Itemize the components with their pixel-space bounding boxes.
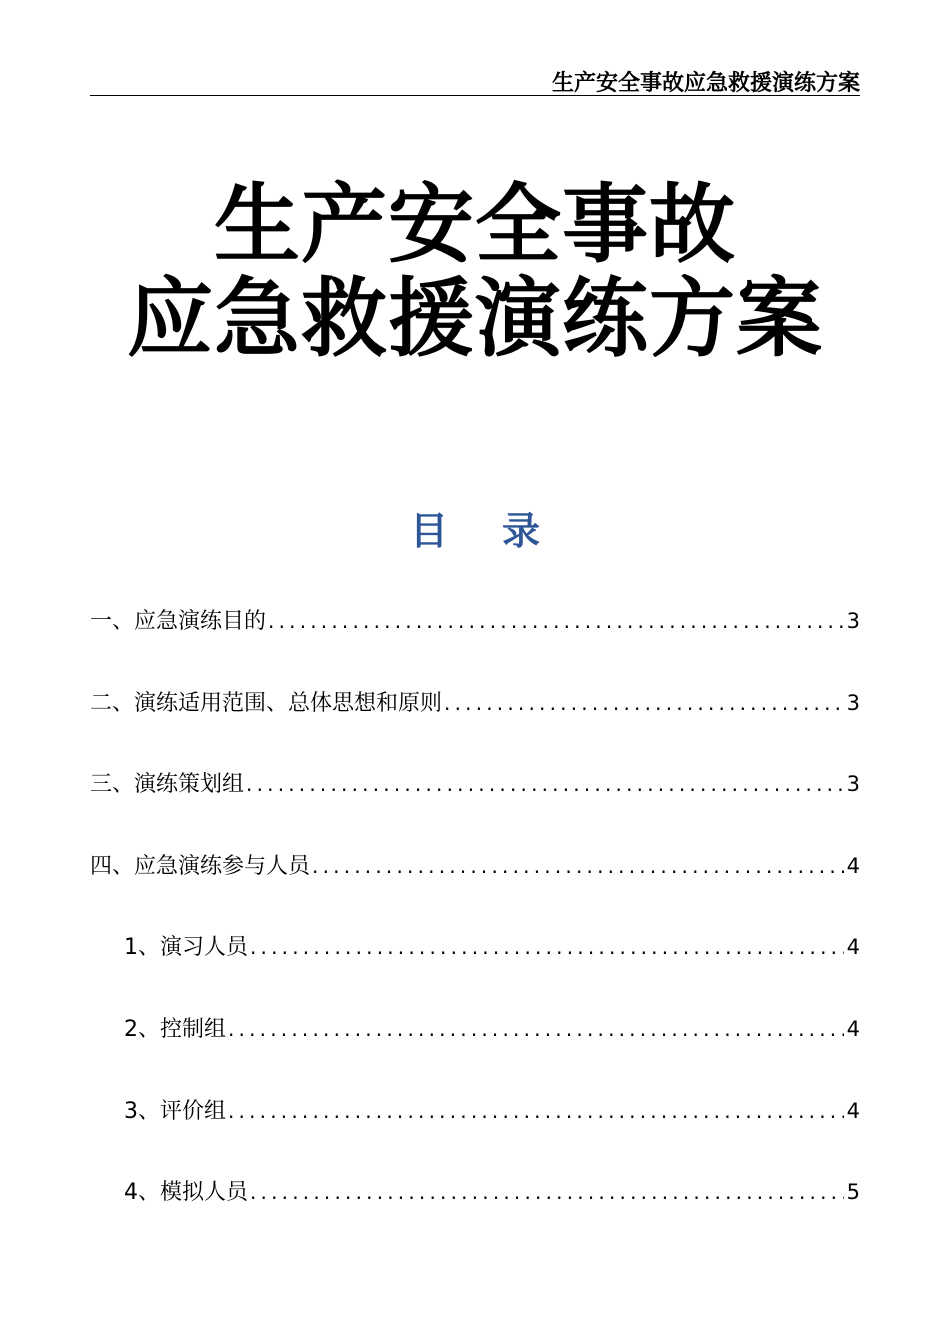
toc-dot-leader: [310, 854, 844, 878]
toc-entry[interactable]: [90, 686, 860, 768]
toc-entry-page: 4: [846, 853, 860, 878]
toc-entry-label: 三、演练策划组: [90, 772, 245, 798]
toc-heading-char-1: 目: [409, 509, 448, 553]
toc-heading-char-2: 录: [502, 509, 541, 553]
toc-entry-page: 5: [846, 1180, 860, 1205]
toc-entry-label: 4、模拟人员: [124, 1180, 248, 1206]
toc-heading: [0, 500, 950, 555]
toc-entry[interactable]: [90, 767, 860, 849]
toc-entry-page: 3: [846, 772, 860, 797]
running-title: 生产安全事故应急救援演练方案: [551, 71, 860, 96]
table-of-contents: [90, 604, 860, 1257]
toc-entry[interactable]: [90, 849, 860, 931]
toc-dot-leader: [248, 935, 844, 959]
toc-entry-label: 二、演练适用范围、总体思想和原则: [90, 690, 443, 716]
toc-entry-label: 四、应急演练参与人员: [90, 853, 311, 879]
page-header: [90, 62, 860, 96]
toc-subentry[interactable]: [90, 930, 860, 1012]
toc-dot-leader: [266, 609, 844, 633]
toc-dot-leader: [226, 1017, 844, 1041]
toc-dot-leader: [226, 1099, 844, 1123]
toc-entry-label: 2、控制组: [124, 1016, 226, 1042]
toc-subentry[interactable]: [90, 1012, 860, 1094]
toc-entry-label: 1、演习人员: [124, 935, 248, 961]
toc-dot-leader: [248, 1180, 844, 1204]
toc-entry-page: 4: [846, 935, 860, 960]
toc-subentry[interactable]: [90, 1175, 860, 1257]
toc-entry-page: 3: [846, 609, 860, 633]
document-title: [0, 175, 950, 369]
title-line-2: 应急救援演练方案: [127, 269, 823, 369]
toc-entry-label: 一、应急演练目的: [90, 609, 267, 634]
title-line-1: 生产安全事故: [214, 175, 736, 275]
toc-entry-label: 3、评价组: [124, 1098, 226, 1124]
toc-entry-page: 3: [846, 690, 860, 715]
toc-entry[interactable]: [90, 604, 860, 686]
toc-dot-leader: [442, 691, 844, 715]
toc-dot-leader: [244, 772, 844, 796]
toc-entry-page: 4: [846, 1016, 860, 1041]
toc-subentry[interactable]: [90, 1094, 860, 1176]
toc-entry-page: 4: [846, 1098, 860, 1123]
